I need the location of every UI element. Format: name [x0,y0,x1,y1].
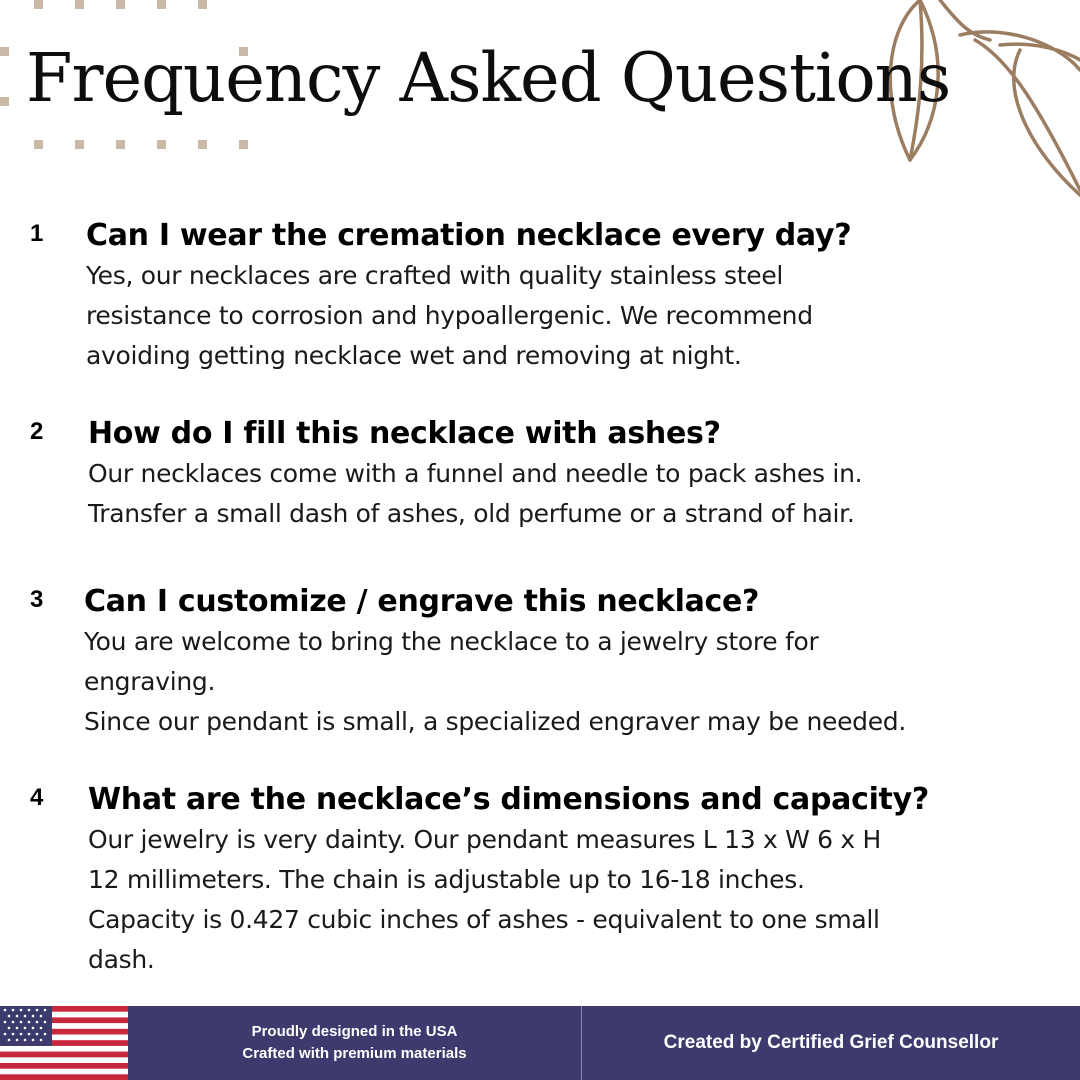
faq-answer [84,622,906,742]
faq-question: What are the necklace’s dimensions and capacity? [88,782,929,817]
footer-banner [0,1006,1080,1080]
answer-line: Capacity is 0.427 cubic inches of ashes - equivalent to one small [88,905,880,934]
faq-answer [86,256,813,376]
answer-line: Our jewelry is very dainty. Our pendant measures L 13 x W 6 x H [88,825,882,854]
faq-number: 3 [30,586,44,613]
faq-question: How do I fill this necklace with ashes? [88,416,721,451]
faq-question: Can I wear the cremation necklace every day? [86,218,852,253]
answer-line: dash. [88,945,155,974]
answer-line: Transfer a small dash of ashes, old perfume or a strand of hair. [88,499,855,528]
answer-line: engraving. [84,667,216,696]
answer-line: Yes, our necklaces are crafted with quality stainless steel [86,261,784,290]
faq-number: 1 [30,220,44,247]
answer-line: avoiding getting necklace wet and removing at night. [86,341,742,370]
faq-number: 4 [30,784,44,811]
answer-line: Since our pendant is small, a specialized engraver may be needed. [84,707,907,736]
faq-answer [88,454,862,534]
footer-usa-info [128,1006,582,1080]
answer-line: Our necklaces come with a funnel and needle to pack ashes in. [88,459,863,488]
footer-line-2: Crafted with premium materials [242,1045,467,1062]
footer-counsellor-credit: Created by Certified Grief Counsellor [663,1032,999,1053]
answer-line: 12 millimeters. The chain is adjustable up to 16-18 inches. [88,865,805,894]
answer-line: You are welcome to bring the necklace to a jewelry store for [84,627,819,656]
answer-line: resistance to corrosion and hypoallergenic. We recommend [86,301,813,330]
footer-line-1: Proudly designed in the USA [251,1023,458,1040]
us-flag-icon [0,1006,128,1080]
page-title: Frequency Asked Questions [26,39,951,117]
faq-question: Can I customize / engrave this necklace? [84,584,760,619]
faq-answer [88,820,881,980]
faq-number: 2 [30,418,44,445]
